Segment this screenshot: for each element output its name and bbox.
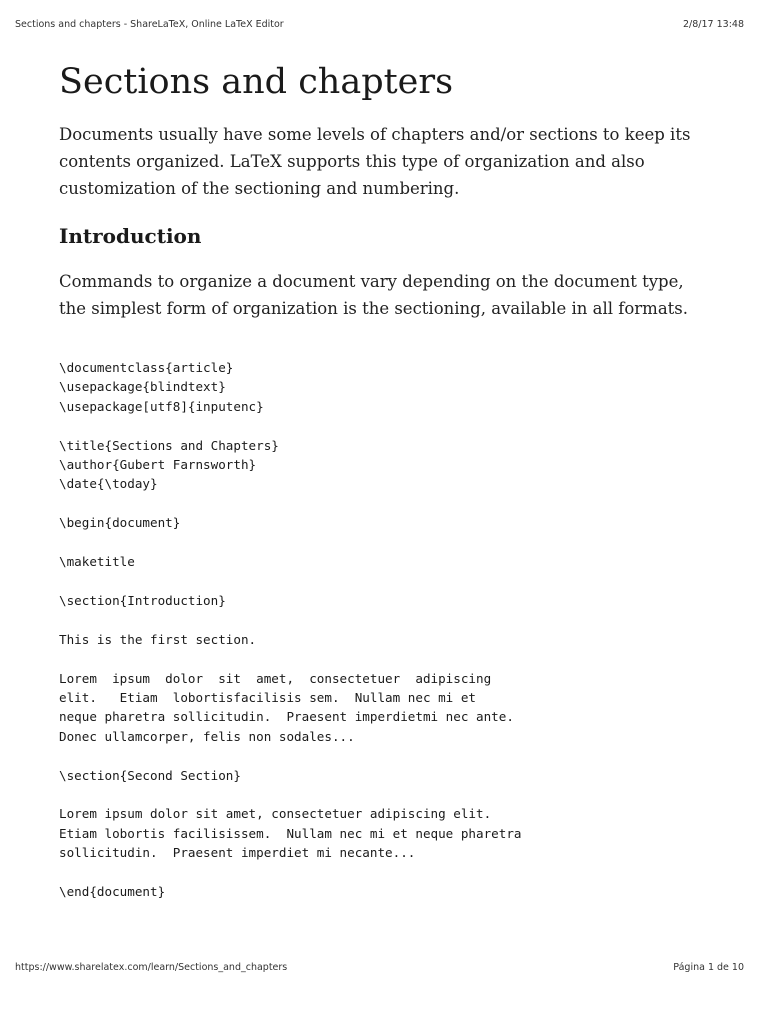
header-page-title: Sections and chapters - ShareLaTeX, Online LaTeX Editor <box>15 19 284 30</box>
footer-page-indicator: Página 1 de 10 <box>673 962 744 973</box>
code-line: \date{\today} <box>59 476 158 492</box>
section-paragraph: Commands to organize a document vary depending on the document type, the simplest form of organization is the sectioning, available in all formats. <box>59 272 689 318</box>
intro-paragraph: Documents usually have some levels of chapters and/or sections to keep its contents organized. LaTeX supports this type of organization and also customization of the sectioning and numbering. <box>59 125 691 198</box>
code-line: \author{Gubert Farnsworth} <box>59 457 257 473</box>
code-line: sollicitudin. Praesent imperdiet mi necante... <box>59 845 416 861</box>
code-line: \begin{document} <box>59 515 181 531</box>
code-line: \documentclass{article} <box>59 360 234 375</box>
code-line: elit. Etiam lobortisfacilisis sem. Nullam nec mi et <box>59 689 477 705</box>
code-line: \maketitle <box>59 554 135 570</box>
code-line: \usepackage{blindtext} <box>59 379 226 395</box>
code-line: \end{document} <box>59 883 166 899</box>
header-datetime: 2/8/17 13:48 <box>683 19 744 30</box>
code-line: \title{Sections and Chapters} <box>59 437 279 453</box>
code-line: \section{Introduction} <box>59 592 226 608</box>
code-line: Etiam lobortis facilisissem. Nullam nec mi et neque pharetra <box>59 825 522 841</box>
code-line: \usepackage[utf8]{inputenc} <box>59 398 264 414</box>
code-line: Lorem ipsum dolor sit amet, consectetuer adipiscing <box>59 670 492 686</box>
code-line: Donec ullamcorper, felis non sodales... <box>59 728 355 744</box>
code-block <box>59 358 522 901</box>
print-footer <box>0 962 768 976</box>
print-header <box>0 19 768 33</box>
code-line: Lorem ipsum dolor sit amet, consectetuer adipiscing elit. <box>59 806 492 822</box>
section-heading-introduction: Introduction <box>59 224 202 248</box>
code-line: neque pharetra sollicitudin. Praesent imperdietmi nec ante. <box>59 709 514 725</box>
code-line: \section{Second Section} <box>59 767 241 783</box>
page-title: Sections and chapters <box>59 62 454 102</box>
code-line: This is the first section. <box>59 631 257 647</box>
footer-url: https://www.sharelatex.com/learn/Sections_and_chapters <box>15 962 288 973</box>
